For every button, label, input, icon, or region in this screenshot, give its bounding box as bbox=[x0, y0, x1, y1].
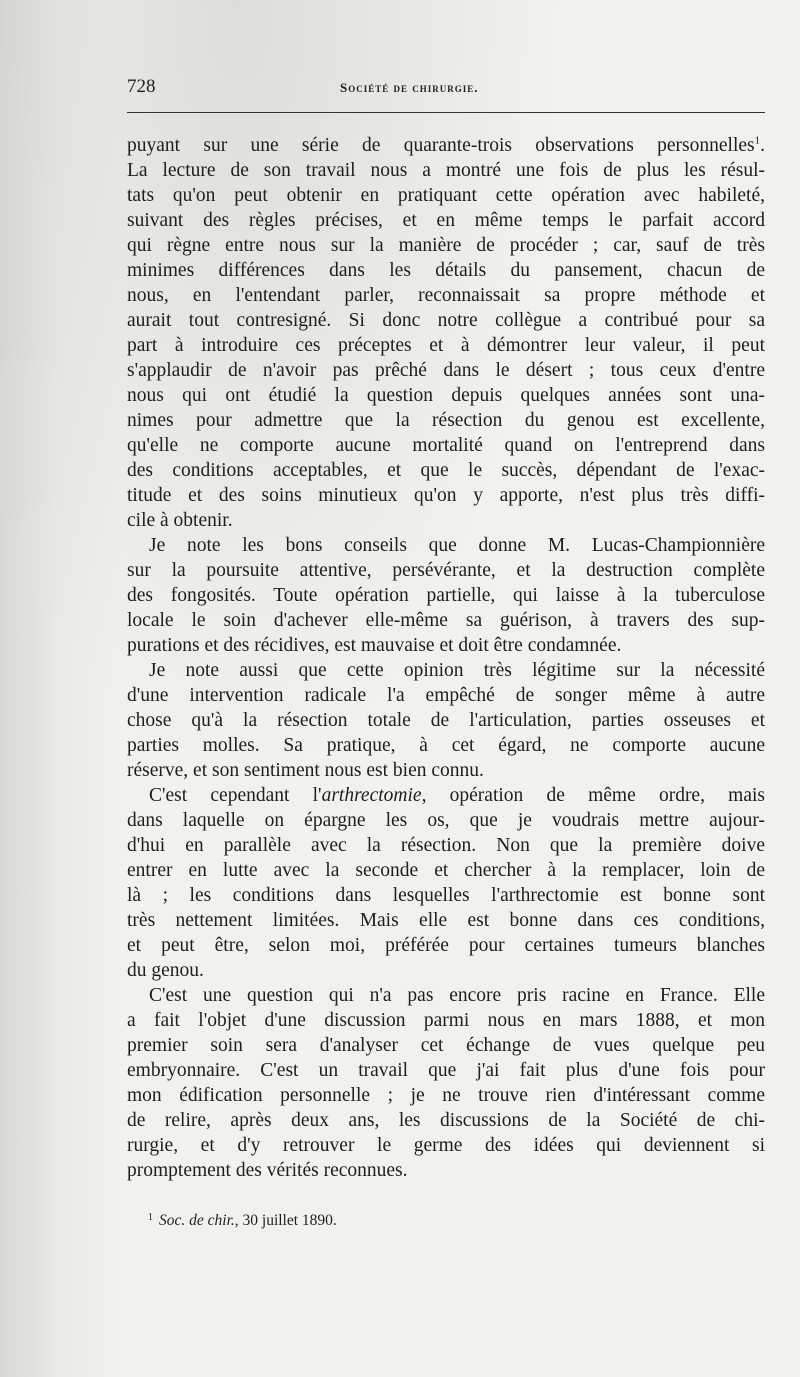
paragraph bbox=[127, 983, 765, 1183]
text-line: sur la poursuite attentive, persévérante, et la destruction complète bbox=[127, 560, 765, 581]
paragraph bbox=[127, 133, 765, 533]
paragraph bbox=[127, 658, 765, 783]
text-line: s'applaudir de n'avoir pas prêché dans le désert ; tous ceux d'entre bbox=[127, 360, 765, 381]
footnote-text: , 30 juillet 1890. bbox=[234, 1212, 337, 1229]
text-line bbox=[127, 783, 765, 808]
running-head: Société de chirurgie. bbox=[340, 80, 479, 95]
footnote-source: Soc. de chir. bbox=[159, 1212, 235, 1229]
text-line: nous qui ont étudié la question depuis quelques années sont una- bbox=[127, 385, 765, 406]
text-line: purations et des récidives, est mauvaise et doit être condamnée. bbox=[127, 635, 622, 656]
text-line: parties molles. Sa pratique, à cet égard, ne comporte aucune bbox=[127, 735, 765, 756]
text-line: du genou. bbox=[127, 960, 204, 981]
text-line: rurgie, et d'y retrouver le germe des idées qui deviennent si bbox=[127, 1135, 765, 1156]
text-line: embryonnaire. C'est un travail que j'ai fait plus d'une fois pour bbox=[127, 1060, 765, 1081]
text-line: et peut être, selon moi, préférée pour certaines tumeurs blanches bbox=[127, 935, 765, 956]
text-line: tats qu'on peut obtenir en pratiquant cette opération avec habileté, bbox=[127, 185, 765, 206]
paragraph bbox=[127, 533, 765, 658]
italic-term: arthrectomie bbox=[321, 785, 422, 806]
text-line: nous, en l'entendant parler, reconnaissait sa propre méthode et bbox=[127, 285, 765, 306]
page-number: 728 bbox=[127, 76, 156, 97]
text-line: d'hui en parallèle avec la résection. Non que la première doive bbox=[127, 835, 765, 856]
text-segment: , opération de même ordre, mais bbox=[421, 785, 765, 806]
text-line: des fongosités. Toute opération partielle, qui laisse à la tuberculose bbox=[127, 585, 765, 606]
text-line: a fait l'objet d'une discussion parmi nous en mars 1888, et mon bbox=[127, 1010, 765, 1031]
text-line: premier soin sera d'analyser cet échange de vues quelque peu bbox=[127, 1035, 765, 1056]
text-line: qui règne entre nous sur la manière de procéder ; car, sauf de très bbox=[127, 235, 765, 256]
text-line: locale le soin d'achever elle-même sa guérison, à travers des sup- bbox=[127, 610, 765, 631]
text-line: d'une intervention radicale l'a empêché de songer même à autre bbox=[127, 685, 765, 706]
text-line: nimes pour admettre que la résection du genou est excellente, bbox=[127, 410, 765, 431]
text-line: dans laquelle on épargne les os, que je voudrais mettre aujour- bbox=[127, 810, 765, 831]
text-line bbox=[127, 133, 765, 158]
header-rule bbox=[127, 112, 765, 113]
text-line: titude et des soins minutieux qu'on y apporte, n'est plus très diffi- bbox=[127, 485, 765, 506]
text-line: réserve, et son sentiment nous est bien connu. bbox=[127, 760, 484, 781]
text-line: C'est une question qui n'a pas encore pris racine en France. Elle bbox=[149, 985, 765, 1006]
text-line: promptement des vérités reconnues. bbox=[127, 1160, 408, 1181]
text-line: Je note les bons conseils que donne M. Lucas-Championnière bbox=[149, 535, 765, 556]
body-text bbox=[127, 133, 765, 1183]
text-line: entrer en lutte avec la seconde et chercher à la remplacer, loin de bbox=[127, 860, 765, 881]
text-line: là ; les conditions dans lesquelles l'arthrectomie est bonne sont bbox=[127, 885, 765, 906]
text-segment: . bbox=[760, 135, 765, 156]
text-line: de relire, après deux ans, les discussions de la Société de chi- bbox=[127, 1110, 765, 1131]
text-line: mon édification personnelle ; je ne trouve rien d'intéressant comme bbox=[127, 1085, 765, 1106]
text-line: Je note aussi que cette opinion très légitime sur la nécessité bbox=[149, 660, 765, 681]
text-line: des conditions acceptables, et que le succès, dépendant de l'exac- bbox=[127, 460, 765, 481]
paragraph bbox=[127, 783, 765, 983]
text-line: minimes différences dans les détails du pansement, chacun de bbox=[127, 260, 765, 281]
footnote-mark: 1 bbox=[148, 1212, 153, 1223]
text-line: chose qu'à la résection totale de l'articulation, parties osseuses et bbox=[127, 710, 765, 731]
text-segment: C'est cependant l' bbox=[149, 785, 322, 806]
text-line: suivant des règles précises, et en même temps le parfait accord bbox=[127, 210, 765, 231]
text-line: part à introduire ces préceptes et à démontrer leur valeur, il peut bbox=[127, 335, 765, 356]
text-line: La lecture de son travail nous a montré une fois de plus les résul- bbox=[127, 160, 765, 181]
footnote bbox=[148, 1212, 337, 1230]
text-line: qu'elle ne comporte aucune mortalité quand on l'entreprend dans bbox=[127, 435, 765, 456]
footnote-reference: 1 bbox=[754, 134, 761, 147]
text-segment: puyant sur une série de quarante-trois observations personnelles bbox=[127, 135, 755, 156]
text-line: aurait tout contresigné. Si donc notre collègue a contribué pour sa bbox=[127, 310, 765, 331]
text-line: très nettement limitées. Mais elle est bonne dans ces conditions, bbox=[127, 910, 765, 931]
text-line: cile à obtenir. bbox=[127, 510, 233, 531]
